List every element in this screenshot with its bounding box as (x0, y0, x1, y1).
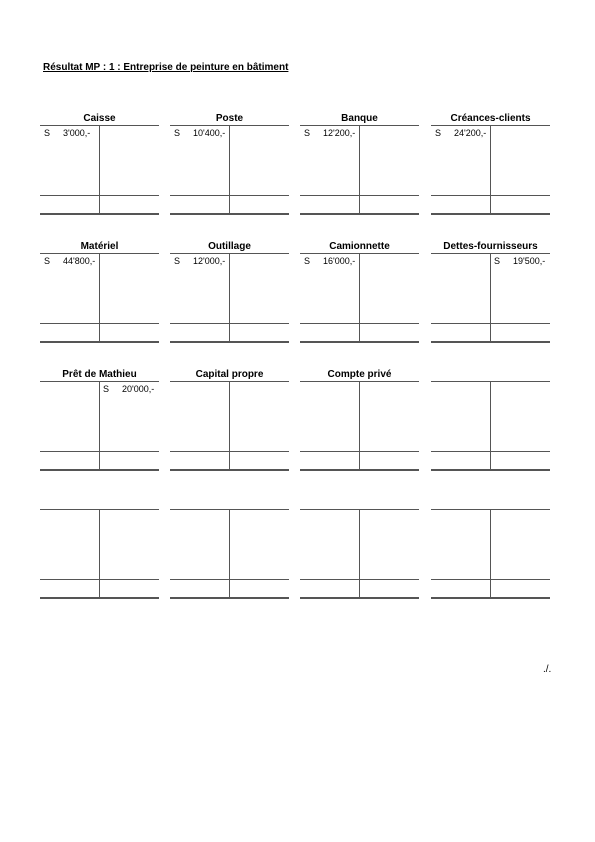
close-line (40, 213, 159, 215)
page-title: Résultat MP : 1 : Entreprise de peinture en bâtiment (43, 62, 289, 73)
total-line (300, 451, 419, 452)
mid-line (229, 253, 230, 342)
account-title: Dettes-fournisseurs (443, 241, 538, 252)
account-title: Poste (215, 113, 244, 124)
t-account (170, 369, 289, 465)
debit-balance-entry (44, 256, 95, 267)
t-account (170, 113, 289, 209)
total-line (431, 579, 550, 580)
total-line (300, 579, 419, 580)
balance-amount: 10'400,- (193, 128, 226, 138)
account-title (40, 497, 159, 509)
close-line (300, 469, 419, 471)
debit-balance-entry (435, 128, 486, 139)
account-title: Banque (341, 113, 378, 124)
debit-balance-entry (44, 128, 90, 139)
balance-amount: 16'000,- (323, 256, 356, 266)
total-line (170, 323, 289, 324)
close-line (170, 341, 289, 343)
continuation-mark: ./. (543, 664, 552, 675)
mid-line (99, 509, 100, 598)
debit-balance-entry (174, 256, 225, 267)
credit-balance-entry (494, 256, 545, 267)
close-line (40, 469, 159, 471)
balance-label: S (435, 128, 442, 138)
balance-label: S (174, 256, 181, 266)
account-title: Prêt de Mathieu (62, 369, 137, 380)
debit-balance-entry (304, 256, 355, 267)
balance-label: S (44, 128, 51, 138)
t-account (431, 369, 550, 465)
t-account (431, 497, 550, 593)
account-title: Outillage (208, 241, 251, 252)
t-account (431, 241, 550, 337)
close-line (40, 341, 159, 343)
total-line (300, 195, 419, 196)
mid-line (490, 509, 491, 598)
t-account (40, 369, 159, 465)
mid-line (99, 125, 100, 214)
balance-label: S (174, 128, 181, 138)
close-line (170, 213, 289, 215)
balance-amount: 19'500,- (513, 256, 546, 266)
total-line (300, 323, 419, 324)
close-line (431, 213, 550, 215)
balance-amount: 44'800,- (63, 256, 96, 266)
close-line (170, 597, 289, 599)
close-line (300, 597, 419, 599)
close-line (40, 597, 159, 599)
mid-line (359, 509, 360, 598)
total-line (431, 323, 550, 324)
balance-label: S (304, 128, 311, 138)
account-title: Créances-clients (450, 113, 531, 124)
account-title: Capital propre (195, 369, 264, 380)
t-account (170, 497, 289, 593)
mid-line (359, 381, 360, 470)
total-line (170, 195, 289, 196)
balance-label: S (494, 256, 501, 266)
close-line (431, 341, 550, 343)
balance-label: S (304, 256, 311, 266)
total-line (40, 451, 159, 452)
t-account (40, 113, 159, 209)
total-line (40, 195, 159, 196)
balance-label: S (103, 384, 110, 394)
total-line (170, 579, 289, 580)
mid-line (99, 381, 100, 470)
mid-line (359, 253, 360, 342)
total-line (40, 323, 159, 324)
balance-label: S (44, 256, 51, 266)
account-title (170, 497, 289, 509)
mid-line (490, 381, 491, 470)
t-account (300, 369, 419, 465)
balance-amount: 12'000,- (193, 256, 226, 266)
close-line (431, 469, 550, 471)
mid-line (229, 125, 230, 214)
mid-line (490, 253, 491, 342)
account-title (431, 369, 550, 381)
account-title (431, 497, 550, 509)
t-account (431, 113, 550, 209)
balance-amount: 20'000,- (122, 384, 155, 394)
account-title: Matériel (80, 241, 119, 252)
close-line (170, 469, 289, 471)
mid-line (490, 125, 491, 214)
account-title: Camionnette (329, 241, 390, 252)
debit-balance-entry (304, 128, 355, 139)
close-line (300, 341, 419, 343)
balance-amount: 3'000,- (63, 128, 91, 138)
account-title: Caisse (83, 113, 116, 124)
balance-amount: 12'200,- (323, 128, 356, 138)
t-account (300, 113, 419, 209)
close-line (300, 213, 419, 215)
total-line (40, 579, 159, 580)
t-account (300, 497, 419, 593)
mid-line (229, 381, 230, 470)
t-account (40, 241, 159, 337)
debit-balance-entry (174, 128, 225, 139)
mid-line (229, 509, 230, 598)
account-title: Compte privé (327, 369, 392, 380)
t-account (40, 497, 159, 593)
mid-line (359, 125, 360, 214)
total-line (431, 451, 550, 452)
balance-amount: 24'200,- (454, 128, 487, 138)
credit-balance-entry (103, 384, 154, 395)
mid-line (99, 253, 100, 342)
close-line (431, 597, 550, 599)
t-account (170, 241, 289, 337)
total-line (431, 195, 550, 196)
t-account (300, 241, 419, 337)
account-title (300, 497, 419, 509)
total-line (170, 451, 289, 452)
